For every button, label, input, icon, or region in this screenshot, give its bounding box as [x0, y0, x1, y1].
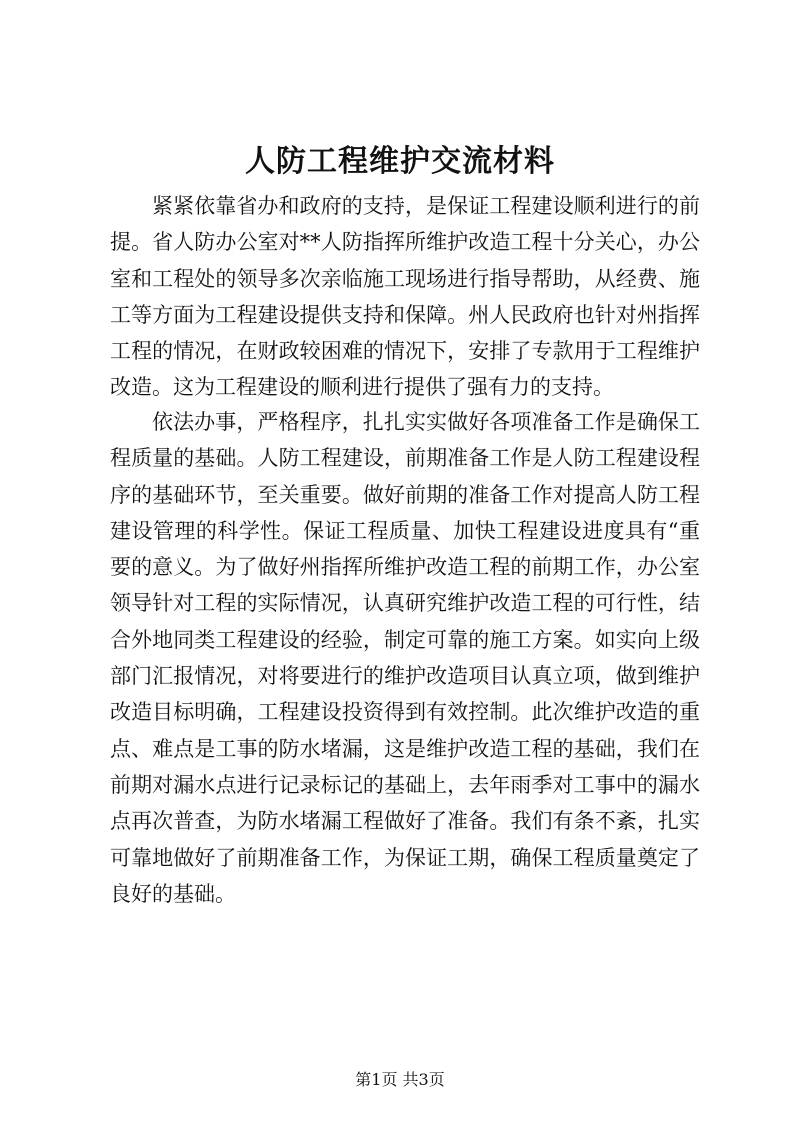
paragraph-2-container	[110, 404, 700, 912]
paragraph-1: 紧紧依靠省办和政府的支持，是保证工程建设顺利进行的前提。省人防办公室对**人防指挥所维护改造工程十分关心，办公室和工程处的领导多次亲临施工现场进行指导帮助，从经费、施工等方面为工程建设提供支持和保障。州人民政府也针对州指挥工程的情况，在财政较困难的情况下，安排了专款用于工程维护改造。这为工程建设的顺利进行提供了强有力的支持。	[110, 194, 700, 400]
document-title: 人防工程维护交流材料	[245, 144, 555, 179]
paragraph-1-container	[110, 188, 700, 406]
paragraph-2: 依法办事，严格程序，扎扎实实做好各项准备工作是确保工程质量的基础。人防工程建设，前期准备工作是人防工程建设程序的基础环节，至关重要。做好前期的准备工作对提高人防工程建设管理的科学性。保证工程质量、加快工程建设进度具有“重要的意义。为了做好州指挥所维护改造工程的前期工作，办公室领导针对工程的实际情况，认真研究维护改造工程的可行性，结合外地同类工程建设的经验，制定可靠的施工方案。如实向上级部门汇报情况，对将要进行的维护改造项目认真立项，做到维护改造目标明确，工程建设投资得到有效控制。此次维护改造的重点、难点是工事的防水堵漏，这是维护改造工程的基础，我们在前期对漏水点进行记录标记的基础上，去年雨季对工事中的漏水点再次普查，为防水堵漏工程做好了准备。我们有条不紊，扎实可靠地做好了前期准备工作，为保证工期，确保工程质量奠定了良好的基础。	[110, 410, 700, 906]
page-footer: 第1页 共3页	[355, 1070, 445, 1089]
